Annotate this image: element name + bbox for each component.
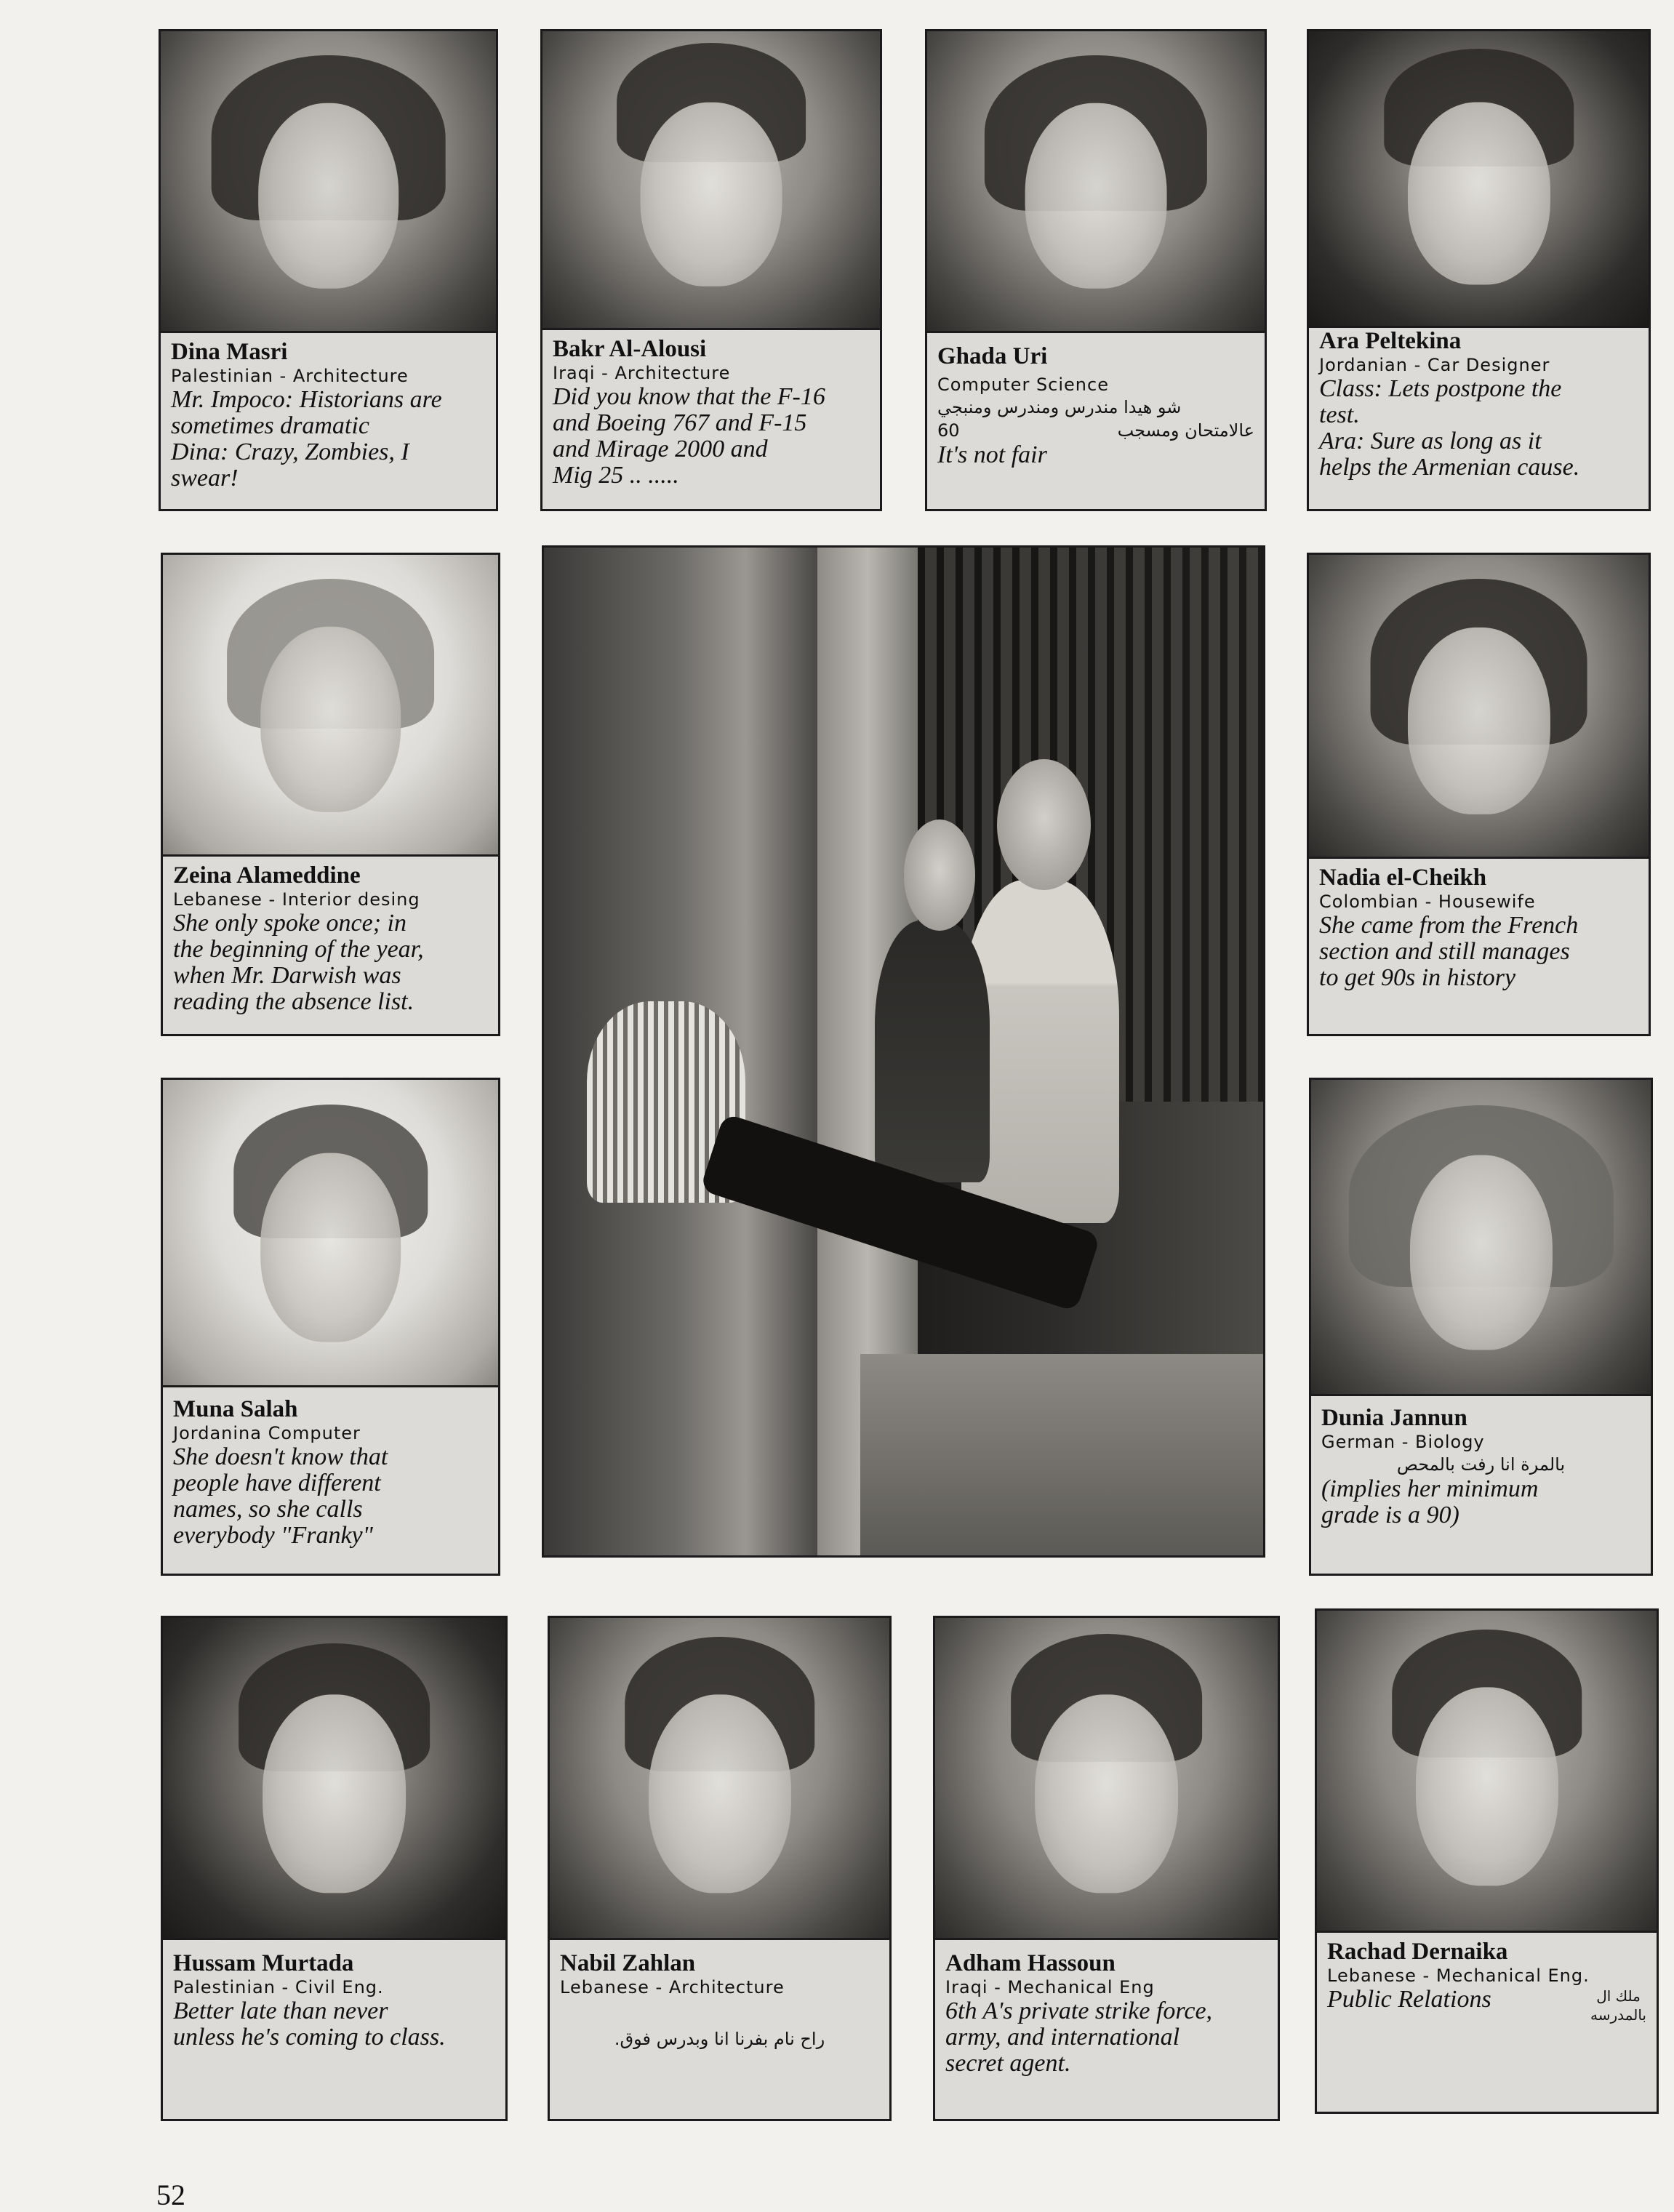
- student-info: German - Biology: [1321, 1432, 1485, 1452]
- portrait-photo: [1309, 31, 1649, 328]
- student-quote: Mr. Impoco: Historians are sometimes dramatic Dina: Crazy, Zombies, I swear!: [171, 386, 442, 492]
- student-quote: She doesn't know that people have different names, so she calls everybody "Franky": [173, 1443, 388, 1549]
- student-caption: [1309, 859, 1649, 1034]
- portrait-photo: [161, 31, 496, 333]
- student-card-dunia-jannun: [1309, 1078, 1653, 1576]
- portrait-photo: [163, 1618, 505, 1940]
- portrait-photo: [927, 31, 1265, 333]
- student-quote: She only spoke once; in the beginning of the year, when Mr. Darwish was reading the absence list.: [173, 910, 424, 1015]
- arabic-quote: بالمدرسه: [1590, 2006, 1646, 2024]
- student-name: Dina Masri: [171, 339, 288, 365]
- student-card-rachad-dernaika: [1315, 1608, 1659, 2114]
- student-name: Nadia el-Cheikh: [1319, 865, 1487, 891]
- student-card-bakr-al-alousi: [540, 29, 882, 511]
- student-card-dina-masri: [159, 29, 498, 511]
- student-caption: [550, 1940, 889, 2119]
- student-name: Adham Hassoun: [945, 1950, 1116, 1976]
- group-photo: [542, 545, 1265, 1558]
- student-info: Jordanina Computer: [173, 1423, 361, 1443]
- student-caption: [927, 333, 1265, 509]
- student-info: Lebanese - Architecture: [560, 1977, 785, 1997]
- student-card-muna-salah: [161, 1078, 500, 1576]
- student-quote: Class: Lets postpone the test. Ara: Sure as long as it helps the Armenian cause.: [1319, 375, 1580, 481]
- student-quote: She came from the French section and still manages to get 90s in history: [1319, 912, 1579, 991]
- portrait-photo: [1309, 555, 1649, 859]
- student-caption: [542, 330, 880, 509]
- portrait-photo: [1317, 1611, 1657, 1933]
- student-caption: [1317, 1933, 1657, 2112]
- student-card-zeina-alameddine: [161, 553, 500, 1036]
- student-quote: Did you know that the F-16 and Boeing 767 and F-15 and Mirage 2000 and Mig 25 .. .....: [553, 383, 825, 489]
- student-info: Lebanese - Mechanical Eng.: [1327, 1965, 1590, 1986]
- portrait-photo: [935, 1618, 1278, 1940]
- student-caption: [163, 1387, 498, 1574]
- student-info: Computer Science: [937, 374, 1109, 395]
- student-info: Palestinian - Architecture: [171, 366, 409, 386]
- student-name: Rachad Dernaika: [1327, 1939, 1508, 1965]
- arabic-quote: راح نام بفرنا انا وبدرس فوق.: [614, 2029, 825, 2049]
- portrait-photo: [163, 1080, 498, 1387]
- student-quote: It's not fair: [937, 441, 1047, 468]
- portrait-photo: [542, 31, 880, 330]
- student-caption: [163, 857, 498, 1034]
- student-info: Jordanian - Car Designer: [1319, 355, 1550, 375]
- student-name: Hussam Murtada: [173, 1950, 354, 1976]
- student-info: Iraqi - Mechanical Eng: [945, 1977, 1155, 1997]
- student-info: Iraqi - Architecture: [553, 363, 731, 383]
- student-quote: Better late than never unless he's coming to class.: [173, 1997, 446, 2051]
- student-name: Nabil Zahlan: [560, 1950, 696, 1976]
- student-caption: [935, 1940, 1278, 2119]
- arabic-quote: بالمرة انا رفت بالمحص: [1396, 1454, 1566, 1475]
- arabic-quote: شو هيدا مندرس ومندرس ومنبجي: [937, 397, 1182, 417]
- student-card-ghada-uri: [925, 29, 1267, 511]
- student-name: Bakr Al-Alousi: [553, 336, 707, 362]
- page-number: 52: [156, 2179, 185, 2211]
- student-card-ara-peltekina: [1307, 29, 1651, 511]
- arabic-quote-row: [937, 419, 1254, 442]
- student-caption: [163, 1940, 505, 2119]
- student-card-nabil-zahlan: [548, 1616, 892, 2121]
- student-caption: [161, 333, 496, 509]
- number-text: 60: [937, 420, 960, 441]
- student-name: Ghada Uri: [937, 343, 1048, 369]
- student-info: Palestinian - Civil Eng.: [173, 1977, 384, 1997]
- student-name: Zeina Alameddine: [173, 862, 361, 889]
- student-caption: [1311, 1396, 1651, 1574]
- student-quote: 6th A's private strike force, army, and international secret agent.: [945, 1997, 1213, 2077]
- student-card-adham-hassoun: [933, 1616, 1280, 2121]
- student-name: Dunia Jannun: [1321, 1405, 1467, 1431]
- student-card-hussam-murtada: [161, 1616, 508, 2121]
- student-quote: (implies her minimum grade is a 90): [1321, 1475, 1539, 1528]
- student-name: Ara Peltekina: [1319, 328, 1462, 354]
- student-info: Colombian - Housewife: [1319, 891, 1536, 912]
- student-name: Muna Salah: [173, 1396, 298, 1422]
- portrait-photo: [163, 555, 498, 857]
- student-caption: [1309, 328, 1649, 509]
- portrait-photo: [1311, 1080, 1651, 1396]
- student-info: Lebanese - Interior desing: [173, 889, 420, 910]
- arabic-quote: عالامتحان ومسجب: [1117, 420, 1254, 441]
- student-quote: Public Relations: [1327, 1986, 1491, 2013]
- arabic-quote: ملك ال: [1596, 1987, 1641, 2005]
- student-card-nadia-el-cheikh: [1307, 553, 1651, 1036]
- portrait-photo: [550, 1618, 889, 1940]
